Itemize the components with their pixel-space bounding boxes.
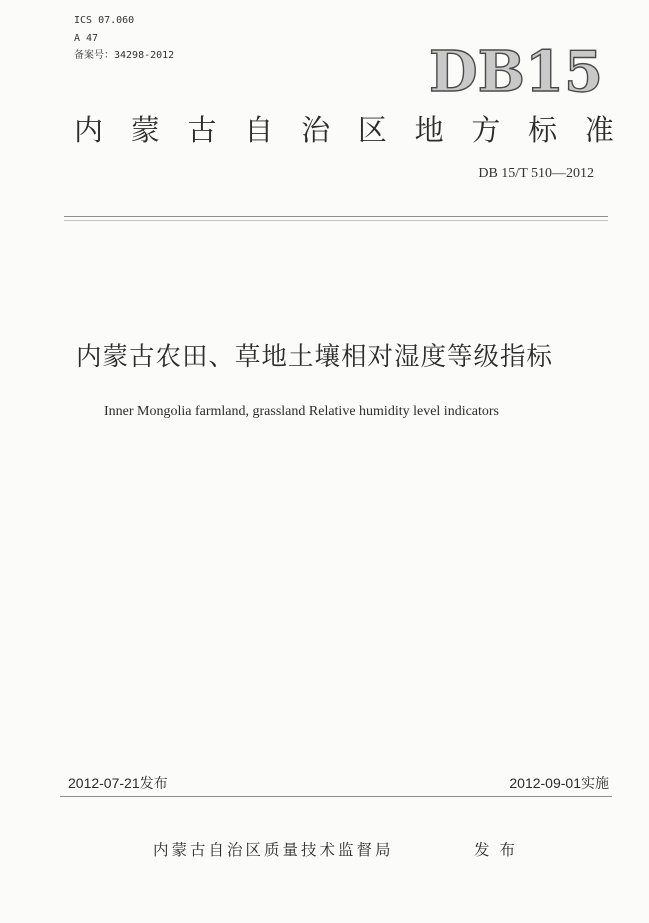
standard-type-char: 准 [584, 113, 614, 147]
db15-logo-text: DB15 [429, 40, 603, 98]
issuing-action: 发布 [474, 841, 526, 859]
standard-type-char: 内 [74, 113, 104, 147]
header-divider [64, 216, 608, 217]
standard-type-char: 自 [244, 113, 274, 147]
implementation-date: 2012-09-01实施 [509, 775, 609, 791]
standard-type-char: 蒙 [130, 113, 160, 147]
title-english: Inner Mongolia farmland, grassland Relative humidity level indicators [104, 404, 500, 419]
standard-type-char: 古 [187, 113, 217, 147]
issue-date: 2012-07-21发布 [68, 775, 168, 791]
ics-code: ICS 07.060 [74, 15, 135, 26]
title-chinese: 内蒙古农田、草地土壤相对湿度等级指标 [76, 342, 554, 372]
footer-divider [60, 796, 612, 797]
standard-type-char: 地 [414, 113, 444, 147]
standard-type-heading [74, 113, 614, 147]
db15-logo [428, 40, 604, 98]
standard-type-char: 方 [471, 113, 501, 147]
issuing-authority: 内蒙古自治区质量技术监督局 [153, 841, 394, 859]
standard-number: DB 15/T 510—2012 [478, 166, 594, 181]
filing-number: 备案号：34298-2012 [74, 50, 175, 61]
standard-type-char: 标 [528, 113, 558, 147]
standard-type-char: 治 [301, 113, 331, 147]
standard-type-char: 区 [357, 113, 387, 147]
classification-code: A 47 [74, 33, 99, 44]
header-divider-secondary [64, 220, 608, 221]
